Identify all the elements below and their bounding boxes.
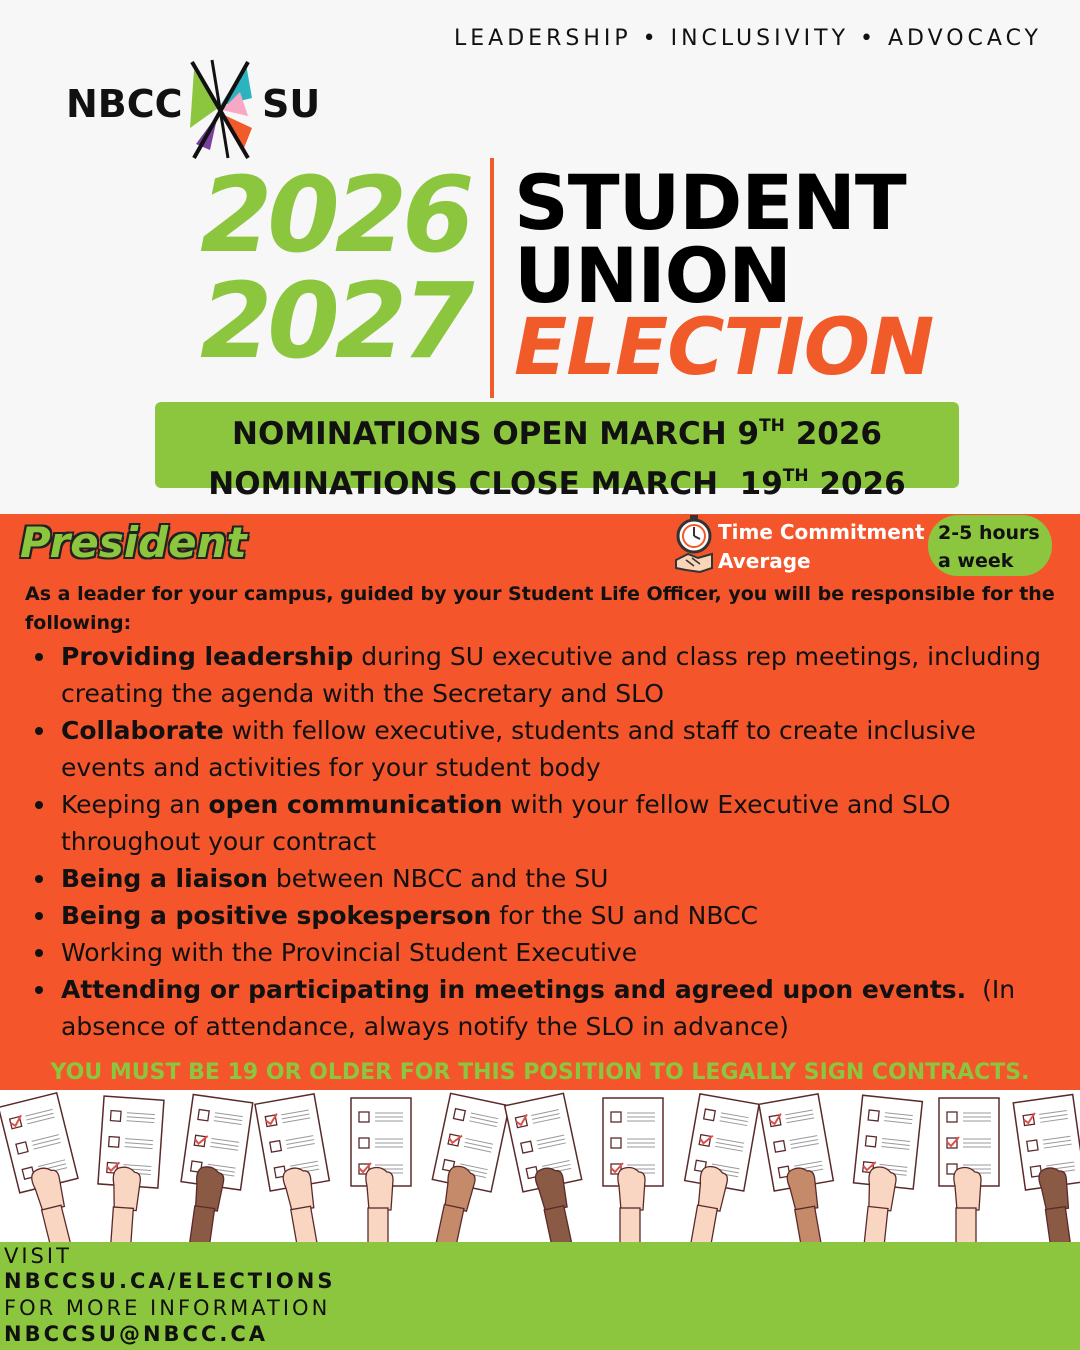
duty-bold: Providing leadership bbox=[61, 642, 354, 671]
ballot-hand bbox=[1013, 1095, 1080, 1245]
ballot-hand bbox=[94, 1096, 164, 1245]
duty-rest: for the SU and NBCC bbox=[491, 901, 758, 930]
ballot-hand bbox=[351, 1098, 411, 1245]
nominations-open-year: 2026 bbox=[784, 416, 882, 452]
year-end: 2027 bbox=[200, 260, 470, 382]
duty-pre: Keeping an bbox=[61, 790, 209, 819]
duty-bold: open communication bbox=[208, 790, 503, 819]
duty-item bbox=[61, 860, 1051, 897]
duty-bold: Collaborate bbox=[61, 716, 224, 745]
nominations-close-ordinal: TH bbox=[782, 466, 809, 486]
nominations-close bbox=[155, 455, 959, 505]
ballot-hand bbox=[759, 1094, 844, 1245]
nominations-open-text: NOMINATIONS OPEN MARCH 9 bbox=[232, 416, 760, 452]
footer bbox=[0, 1242, 1080, 1350]
ballot-hands-icon bbox=[0, 1090, 1080, 1245]
ballot-illustration bbox=[0, 1090, 1080, 1245]
logo-su-text: SU bbox=[262, 82, 321, 126]
age-requirement-notice: YOU MUST BE 19 OR OLDER FOR THIS POSITION TO LEGALLY SIGN CONTRACTS. bbox=[50, 1060, 1030, 1085]
logo-mark-icon bbox=[182, 58, 258, 162]
duty-bold: Attending or participating in meetings and agreed upon events. bbox=[61, 975, 967, 1004]
footer-visit: VISIT bbox=[4, 1244, 72, 1268]
time-commitment-line2: Average bbox=[718, 549, 811, 573]
footer-email-link[interactable]: NBCCSU@NBCC.CA bbox=[4, 1322, 269, 1346]
ballot-hand bbox=[939, 1098, 999, 1245]
hours-line1: 2-5 hours bbox=[938, 522, 1040, 544]
election-years bbox=[200, 154, 470, 382]
duty-rest: with your fellow Executive and SLO throughout your contract bbox=[61, 790, 951, 856]
ballot-hand bbox=[419, 1093, 509, 1245]
duty-rest: during SU executive and class rep meetings, including creating the agenda with the Secretary and SLO bbox=[61, 642, 1042, 708]
time-commitment-line1: Time Commitment bbox=[718, 520, 925, 544]
title-student: STUDENT bbox=[514, 158, 906, 247]
ballot-hand bbox=[505, 1093, 595, 1245]
position-intro: As a leader for your campus, guided by your Student Life Officer, you will be responsible for the following: bbox=[25, 583, 1055, 634]
nomination-dates-banner bbox=[155, 402, 959, 502]
duty-item bbox=[61, 971, 1051, 1045]
tagline: LEADERSHIP • INCLUSIVITY • ADVOCACY bbox=[454, 26, 1042, 51]
duty-item bbox=[61, 712, 1051, 786]
year-start: 2026 bbox=[200, 154, 470, 276]
duty-bold: Being a positive spokesperson bbox=[61, 901, 492, 930]
hours-line2: a week bbox=[938, 550, 1014, 572]
duty-rest: between NBCC and the SU bbox=[267, 864, 609, 893]
page-title bbox=[514, 158, 934, 393]
title-divider bbox=[490, 158, 494, 398]
ballot-hand bbox=[0, 1093, 93, 1245]
duties-list bbox=[61, 638, 1051, 1045]
title-union: UNION bbox=[514, 231, 791, 320]
duty-rest: (In absence of attendance, always notify the SLO in advance) bbox=[61, 975, 1023, 1041]
duty-item bbox=[61, 934, 1051, 971]
time-commitment-label bbox=[718, 518, 925, 576]
footer-website-link[interactable]: NBCCSU.CA/ELECTIONS bbox=[4, 1269, 336, 1293]
ballot-hand bbox=[255, 1094, 340, 1245]
ballot-hand bbox=[847, 1095, 922, 1245]
duty-item bbox=[61, 638, 1051, 712]
ballot-hand bbox=[674, 1094, 759, 1245]
nbccsu-logo bbox=[66, 58, 321, 162]
nominations-open-ordinal: TH bbox=[759, 416, 785, 436]
ballot-hand bbox=[603, 1098, 663, 1245]
nominations-close-year: 2026 bbox=[808, 466, 906, 502]
duty-bold: Being a liaison bbox=[61, 864, 268, 893]
duty-item bbox=[61, 897, 1051, 934]
logo-nbcc-text: NBCC bbox=[66, 82, 183, 126]
nominations-close-text: NOMINATIONS CLOSE MARCH 19 bbox=[208, 466, 783, 502]
footer-more-info: FOR MORE INFORMATION bbox=[4, 1296, 331, 1320]
position-title: President bbox=[20, 518, 247, 567]
hours-badge bbox=[928, 515, 1052, 576]
duty-rest: with fellow executive, students and staff to create inclusive events and activities for your student body bbox=[61, 716, 976, 782]
duty-pre: Working with the Provincial Student Executive bbox=[61, 938, 638, 967]
title-election: ELECTION bbox=[514, 303, 934, 393]
ballot-hand bbox=[172, 1095, 252, 1245]
stopwatch-handshake-icon bbox=[672, 514, 716, 576]
nominations-open bbox=[155, 405, 959, 455]
duty-item bbox=[61, 786, 1051, 860]
